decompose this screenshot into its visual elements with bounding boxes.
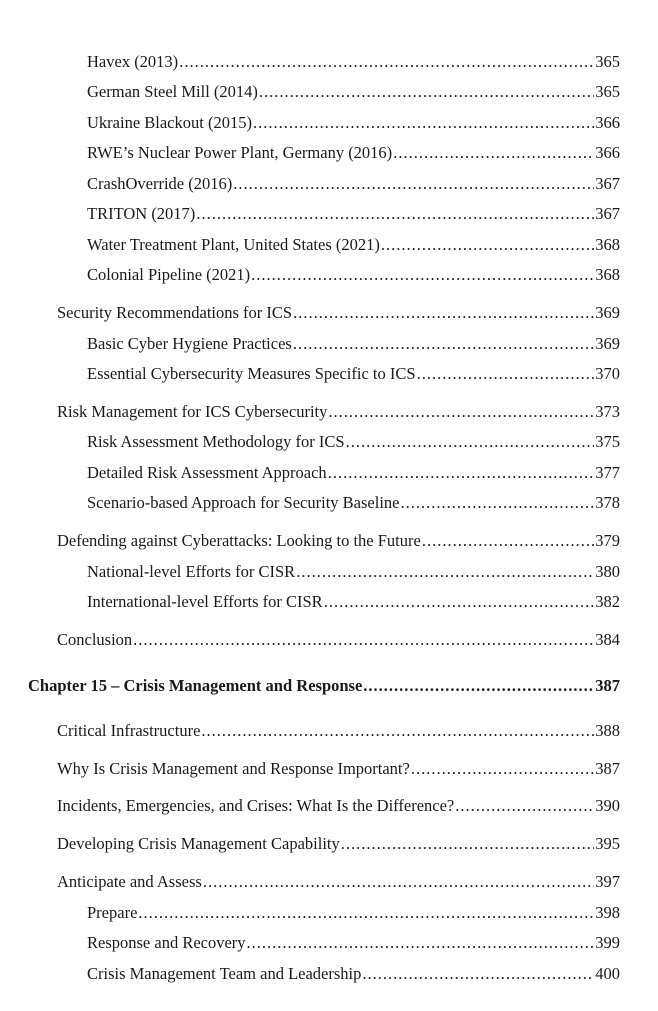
toc-entry-title: Scenario-based Approach for Security Baseline bbox=[87, 493, 400, 512]
toc-entry-page-number: 369 bbox=[595, 303, 620, 322]
toc-entry-page-number: 382 bbox=[595, 592, 620, 611]
toc-entry-title: Colonial Pipeline (2021) bbox=[87, 265, 251, 284]
toc-entry-title: Detailed Risk Assessment Approach bbox=[87, 463, 327, 482]
toc-entry-page-number: 367 bbox=[595, 174, 620, 193]
toc-entry-title: Defending against Cyberattacks: Looking to the Future bbox=[57, 531, 421, 550]
toc-entry-page-number: 378 bbox=[595, 493, 620, 512]
toc-entry[interactable] bbox=[87, 334, 620, 354]
toc-entry[interactable] bbox=[87, 933, 620, 953]
dot-leader bbox=[253, 113, 594, 133]
toc-entry[interactable] bbox=[87, 235, 620, 255]
toc-entry-page-number: 373 bbox=[595, 402, 620, 421]
toc-entry[interactable] bbox=[87, 562, 620, 582]
toc-entry[interactable] bbox=[57, 630, 620, 650]
toc-entry-title: Security Recommendations for ICS bbox=[57, 303, 293, 322]
dot-leader bbox=[422, 531, 594, 551]
toc-entry[interactable] bbox=[57, 796, 620, 816]
toc-entry-page-number: 367 bbox=[595, 204, 620, 223]
toc-entry-page-number: 380 bbox=[595, 562, 620, 581]
toc-entry[interactable] bbox=[87, 463, 620, 483]
dot-leader bbox=[179, 52, 594, 72]
toc-entry-page-number: 377 bbox=[595, 463, 620, 482]
toc-entry-title: Risk Management for ICS Cybersecurity bbox=[57, 402, 328, 421]
toc-entry-title: Why Is Crisis Management and Response Important? bbox=[57, 759, 410, 778]
toc-entry-title: Incidents, Emergencies, and Crises: What Is the Difference? bbox=[57, 796, 455, 815]
toc-entry-title: Prepare bbox=[87, 903, 138, 922]
dot-leader bbox=[400, 493, 594, 513]
toc-entry-title: Response and Recovery bbox=[87, 933, 246, 952]
toc-entry-title: International-level Efforts for CISR bbox=[87, 592, 323, 611]
toc-entry-title: Basic Cyber Hygiene Practices bbox=[87, 334, 292, 353]
dot-leader bbox=[455, 796, 594, 816]
dot-leader bbox=[251, 265, 594, 285]
toc-entry-page-number: 366 bbox=[595, 143, 620, 162]
toc-entry[interactable] bbox=[57, 721, 620, 741]
toc-entry-title: National-level Efforts for CISR bbox=[87, 562, 296, 581]
toc-entry-page-number: 397 bbox=[595, 872, 620, 891]
toc-entry-title: Anticipate and Assess bbox=[57, 872, 202, 891]
toc-entry-page-number: 384 bbox=[595, 630, 620, 649]
toc-entry[interactable] bbox=[57, 402, 620, 422]
dot-leader bbox=[293, 303, 594, 323]
dot-leader bbox=[381, 235, 594, 255]
toc-entry-page-number: 369 bbox=[595, 334, 620, 353]
dot-leader bbox=[259, 82, 594, 102]
dot-leader bbox=[138, 903, 594, 923]
dot-leader bbox=[233, 174, 594, 194]
toc-entry-title: Crisis Management Team and Leadership bbox=[87, 964, 362, 983]
toc-entry[interactable] bbox=[87, 174, 620, 194]
dot-leader bbox=[133, 630, 594, 650]
toc-entry[interactable] bbox=[57, 303, 620, 323]
toc-entry-page-number: 387 bbox=[595, 676, 620, 695]
toc-entry[interactable] bbox=[57, 872, 620, 892]
dot-leader bbox=[328, 402, 594, 422]
toc-entry-title: Havex (2013) bbox=[87, 52, 179, 71]
toc-entry-title: Essential Cybersecurity Measures Specific to ICS bbox=[87, 364, 416, 383]
dot-leader bbox=[324, 592, 595, 612]
toc-entry-page-number: 365 bbox=[595, 52, 620, 71]
dot-leader bbox=[196, 204, 594, 224]
toc-entry-page-number: 375 bbox=[595, 432, 620, 451]
toc-entry-page-number: 395 bbox=[595, 834, 620, 853]
toc-entry[interactable] bbox=[28, 676, 620, 696]
toc-entry-title: Water Treatment Plant, United States (2021) bbox=[87, 235, 380, 254]
toc-entry-page-number: 379 bbox=[595, 531, 620, 550]
toc-entry-title: Chapter 15 – Crisis Management and Response bbox=[28, 676, 363, 695]
toc-entry-page-number: 399 bbox=[595, 933, 620, 952]
toc-entry[interactable] bbox=[87, 432, 620, 452]
toc-entry[interactable] bbox=[57, 834, 620, 854]
toc-entry-title: Conclusion bbox=[57, 630, 133, 649]
dot-leader bbox=[363, 676, 594, 696]
toc-entry-page-number: 398 bbox=[595, 903, 620, 922]
dot-leader bbox=[417, 364, 595, 384]
toc-entry-title: Critical Infrastructure bbox=[57, 721, 201, 740]
toc-entry-title: Developing Crisis Management Capability bbox=[57, 834, 340, 853]
dot-leader bbox=[201, 721, 594, 741]
toc-entry[interactable] bbox=[57, 759, 620, 779]
toc-entry[interactable] bbox=[87, 364, 620, 384]
dot-leader bbox=[247, 933, 595, 953]
toc-entry-title: Risk Assessment Methodology for ICS bbox=[87, 432, 345, 451]
dot-leader bbox=[296, 562, 594, 582]
dot-leader bbox=[341, 834, 595, 854]
toc-entry-page-number: 370 bbox=[595, 364, 620, 383]
toc-entry-page-number: 387 bbox=[595, 759, 620, 778]
toc-entry[interactable] bbox=[87, 493, 620, 513]
toc-entry-title: German Steel Mill (2014) bbox=[87, 82, 258, 101]
toc-entry-page-number: 366 bbox=[595, 113, 620, 132]
toc-entry-page-number: 365 bbox=[595, 82, 620, 101]
toc-entry[interactable] bbox=[87, 903, 620, 923]
toc-entry-page-number: 388 bbox=[595, 721, 620, 740]
toc-entry-title: CrashOverride (2016) bbox=[87, 174, 233, 193]
toc-entry-page-number: 400 bbox=[595, 964, 620, 983]
toc-entry-title: TRITON (2017) bbox=[87, 204, 196, 223]
toc-entry-title: RWE’s Nuclear Power Plant, Germany (2016) bbox=[87, 143, 393, 162]
toc-entry-page-number: 368 bbox=[595, 265, 620, 284]
toc-entry[interactable] bbox=[87, 265, 620, 285]
dot-leader bbox=[362, 964, 594, 984]
dot-leader bbox=[293, 334, 594, 354]
toc-entry-title: Ukraine Blackout (2015) bbox=[87, 113, 252, 132]
toc-entry[interactable] bbox=[87, 204, 620, 224]
toc-entry[interactable] bbox=[87, 592, 620, 612]
toc-entry-page-number: 390 bbox=[595, 796, 620, 815]
toc-entry-page-number: 368 bbox=[595, 235, 620, 254]
dot-leader bbox=[328, 463, 595, 483]
toc-entry[interactable] bbox=[87, 143, 620, 163]
toc-entry[interactable] bbox=[87, 964, 620, 984]
dot-leader bbox=[346, 432, 595, 452]
dot-leader bbox=[203, 872, 594, 892]
toc-entry[interactable] bbox=[87, 82, 620, 102]
toc-entry[interactable] bbox=[57, 531, 620, 551]
toc-entry[interactable] bbox=[87, 52, 620, 72]
dot-leader bbox=[411, 759, 594, 779]
dot-leader bbox=[393, 143, 594, 163]
toc-entry[interactable] bbox=[87, 113, 620, 133]
